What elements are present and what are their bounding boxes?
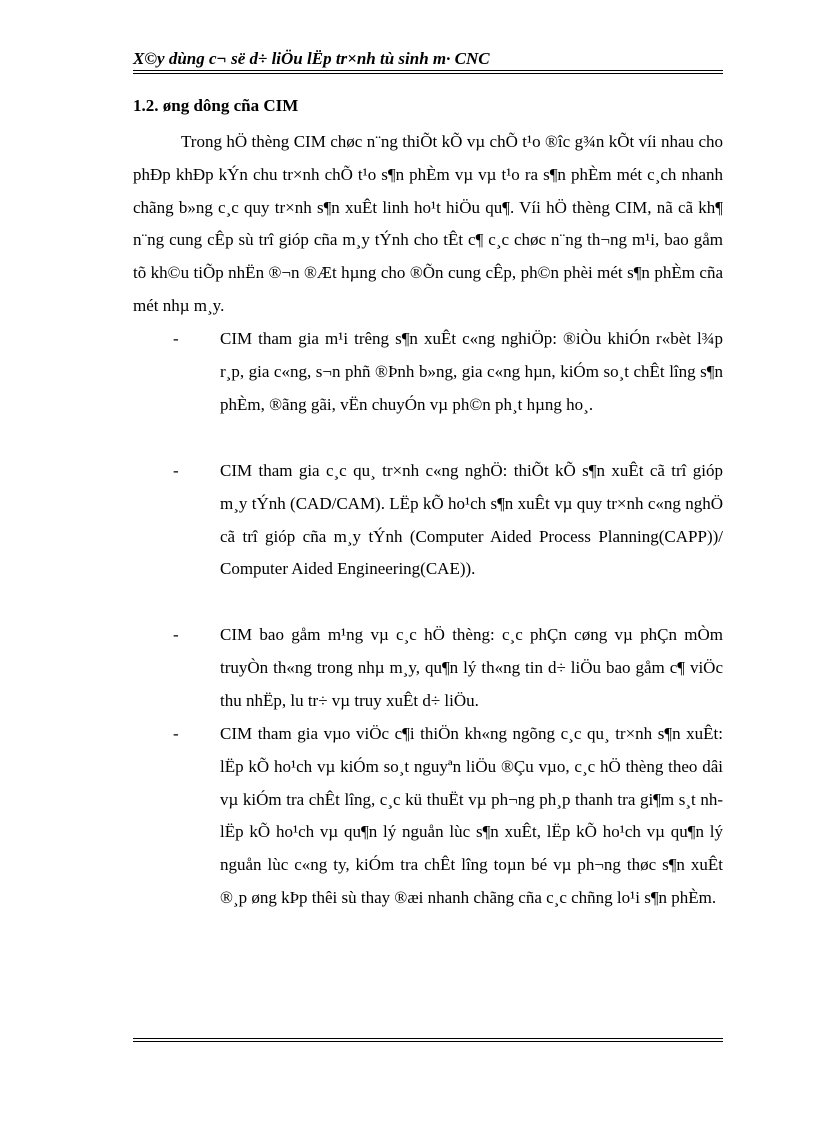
intro-paragraph-text: Trong hÖ thèng CIM chøc n¨ng thiÕt kÕ vµ chÕ t¹o ®îc g¾n kÕt víi nhau cho phÐp khÐp kÝn chu tr×nh chÕ t¹o s¶n phÈm vµ vµ t¹o ra s¶n phÈm mét c¸ch nhanh chãng b»ng c¸c quy tr×nh s¶n xuÊt linh ho¹t hiÖu qu¶. Víi hÖ thèng CIM, nã cã kh¶ n¨ng cung cÊp sù trî gióp cña m¸y tÝnh cho tÊt c¶ c¸c chøc n¨ng th¬ng m¹i, bao gåm tõ kh©u tiÕp nhËn ®¬n ®Æt hµng cho ®Õn cung cÊp, ph©n phèi mét s¶n phÈm cña mét nhµ m¸y.: [133, 132, 723, 315]
running-header: X©y dùng c¬ së d÷ liÖu lËp tr×nh tù sinh m· CNC: [133, 49, 490, 68]
bullet-text: CIM tham gia c¸c qu¸ tr×nh c«ng nghÖ: thiÕt kÕ s¶n xuÊt cã trî gióp m¸y tÝnh (CAD/CAM). LËp kÕ ho¹ch s¶n xuÊt vµ quy tr×nh c«ng nghÖ cã trî gióp cña m¸y tÝnh (Computer Aided Process Planning(CAPP))/ Computer Aided Engineering(CAE)).: [220, 461, 723, 579]
bullet-text: CIM tham gia vµo viÖc c¶i thiÖn kh«ng ngõng c¸c qu¸ tr×nh s¶n xuÊt: lËp kÕ ho¹ch vµ kiÓm so¸t nguyªn liÖu ®Çu vµo, c¸c hÖ thèng theo dâi vµ kiÓm tra chÊt lîng, c¸c kü thuËt vµ ph¬ng ph¸p thanh tra gi¶m s¸t nh lËp kÕ ho¹ch vµ qu¶n lý nguån lùc s¶n xuÊt, lËp kÕ ho¹ch vµ qu¶n lý nguån lùc c«ng ty, kiÓm tra chÊt lîng toµn bé vµ ph¬ng thøc s¶n xuÊt ®¸p øng kÞp thêi sù thay ®æi nhanh chãng cña c¸c chñng lo¹i s¶n phÈm.: [220, 724, 723, 907]
bullet-item: [133, 718, 723, 915]
bullet-item: [133, 619, 723, 717]
footer-rule: [133, 1038, 723, 1042]
bullet-item: [133, 455, 723, 586]
header-rule: [133, 70, 723, 74]
bullet-dash: -: [173, 625, 179, 644]
bullet-dash: -: [173, 724, 179, 743]
section-heading: 1.2. øng dông cña CIM: [133, 96, 299, 115]
bullet-dash: -: [173, 461, 179, 480]
bullet-item: [133, 323, 723, 421]
bullet-text: CIM tham gia m¹i trêng s¶n xuÊt c«ng nghiÖp: ®iÒu khiÓn r«bèt l¾p r¸p, gia c«ng, s¬n phñ ®Þnh b»ng, gia c«ng hµn, kiÓm so¸t chÊt lîng s¶n phÈm, ®ãng gãi, vËn chuyÓn vµ ph©n ph¸t hµng ho¸.: [220, 329, 723, 414]
bullet-text: CIM bao gåm m¹ng vµ c¸c hÖ thèng: c¸c phÇn cøng vµ phÇn mÒm truyÒn th«ng trong nhµ m¸y, qu¶n lý th«ng tin d÷ liÖu bao gåm c¶ viÖc thu nhËp, lu tr÷ vµ truy xuÊt d÷ liÖu.: [220, 625, 723, 710]
intro-paragraph: [133, 126, 723, 323]
bullet-dash: -: [173, 329, 179, 348]
